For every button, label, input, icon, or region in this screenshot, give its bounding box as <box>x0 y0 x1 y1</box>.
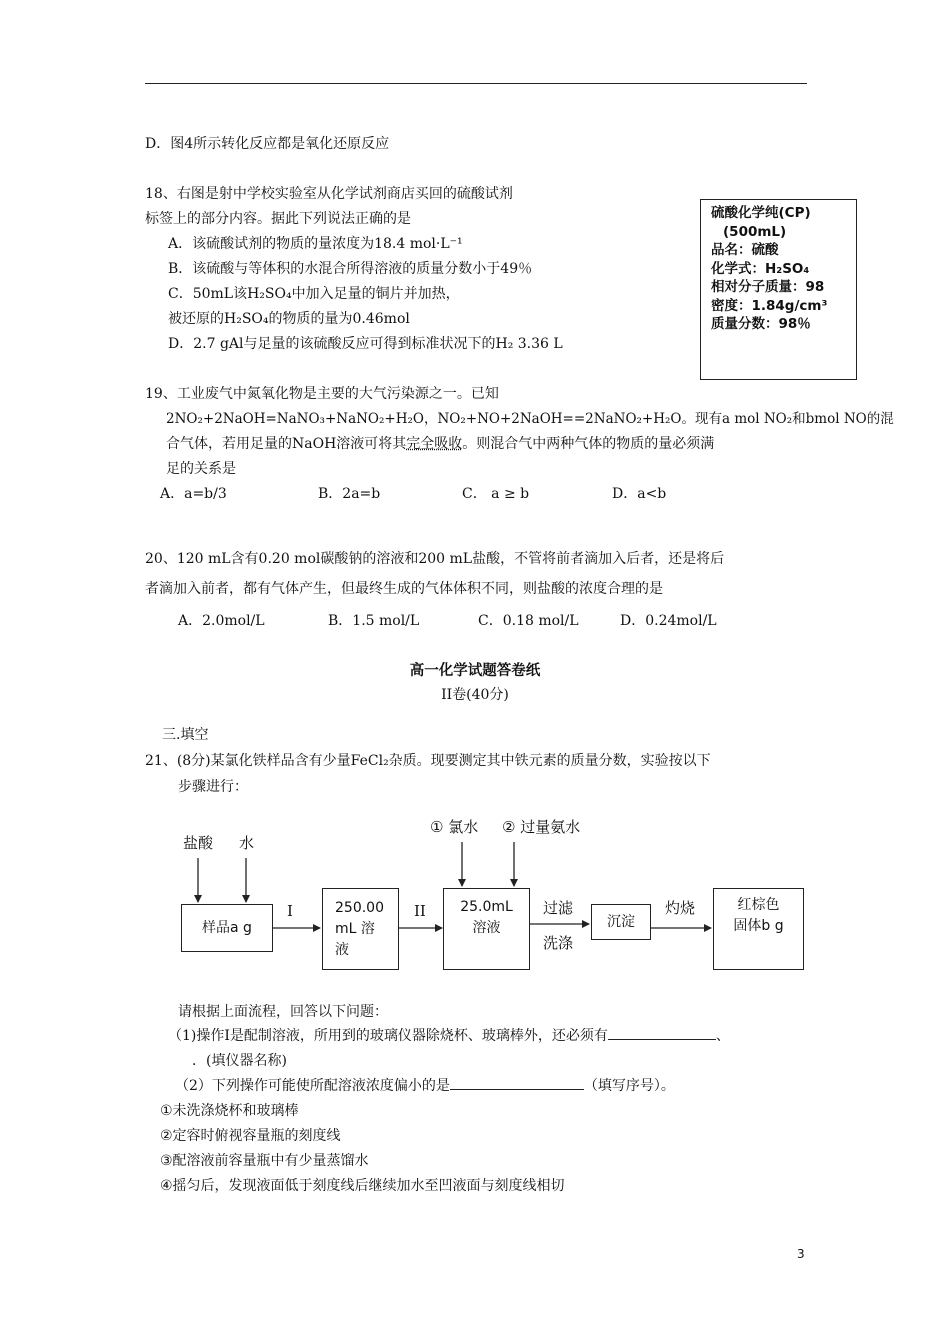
q21-part1-line1 <box>168 1027 730 1045</box>
q18-option-d: D．2.7 gAl与足量的该硫酸反应可得到标准状况下的H₂ 3.36 L <box>168 336 563 352</box>
flow-box-sample-text: 样品a g <box>202 919 252 936</box>
q19-stem-line4: 足的关系是 <box>166 461 236 477</box>
q20-stem-line1: 20、120 mL含有0.20 mol碳酸钠的溶液和200 mL盐酸，不管将前者滴加入后者，还是将后 <box>145 551 725 567</box>
q20-option-c: C．0.18 mol/L <box>478 613 579 629</box>
q21-part1-sep: 、 <box>715 1028 730 1044</box>
q19-option-a: A．a=b/3 <box>160 486 227 502</box>
flow-box4-text: 沉淀 <box>607 913 635 930</box>
q21-part2-line <box>175 1077 675 1095</box>
q21-stem-line1: 21、(8分)某氯化铁样品含有少量FeCl₂杂质。现要测定其中铁元素的质量分数，实验按以下 <box>145 753 711 769</box>
flow-input-hcl: 盐酸 <box>183 834 214 852</box>
q21-part2-text: （2）下列操作可能使所配溶液浓度偏小的是 <box>175 1078 450 1094</box>
flow-input-ammonia: ② 过量氨水 <box>502 818 581 836</box>
flow-box2-line3: 液 <box>335 941 349 958</box>
flow-box3-line2: 溶液 <box>472 920 501 936</box>
flow-box2-line1: 250.00 <box>335 899 384 916</box>
q18-stem-line1: 18、右图是射中学校实验室从化学试剂商店买回的硫酸试剂 <box>145 186 513 202</box>
answer-blank-3[interactable] <box>450 1089 584 1090</box>
q21-part1-text: （1)操作Ⅰ是配制溶液，所用到的玻璃仪器除烧杯、玻璃棒外，还必须有 <box>168 1028 608 1044</box>
label-line7: 质量分数：98％ <box>711 316 811 332</box>
answer-blank-1[interactable] <box>608 1039 716 1040</box>
q19-option-b: B．2a=b <box>318 486 381 502</box>
flow-box-red-solid <box>713 888 804 970</box>
q19-stem-line2: 2NO₂+2NaOH=NaNO₃+NaNO₂+H₂O，NO₂+NO+2NaOH==2NaNO₂+H₂O。现有a mol NO₂和bmol NO的混 <box>166 411 894 427</box>
q20-option-d: D．0.24mol/L <box>620 613 717 629</box>
q19-option-d: D．a<b <box>612 486 667 502</box>
flow-box5-line2: 固体b g <box>733 918 784 934</box>
q18-option-c-line1: C．50mL该H₂SO₄中加入足量的铜片并加热， <box>168 286 460 302</box>
q20-option-b: B．1.5 mol/L <box>328 613 420 629</box>
q21-choice-3: ③配溶液前容量瓶中有少量蒸馏水 <box>160 1153 369 1169</box>
q19-stem-line1: 19、工业废气中氮氧化物是主要的大气污染源之一。已知 <box>145 386 499 402</box>
q20-stem-line2: 者滴加入前者，都有气体产生，但最终生成的气体体积不同，则盐酸的浓度合理的是 <box>145 581 663 597</box>
page-number: 3 <box>797 1247 805 1261</box>
q20-option-a: A．2.0mol/L <box>178 613 265 629</box>
q21-part2-tail: （填写序号）。 <box>583 1078 675 1094</box>
flow-box5-line1: 红棕色 <box>737 897 780 913</box>
flow-step2-label: II <box>414 902 426 920</box>
flow-input-chlorine: ① 氯水 <box>430 818 479 836</box>
label-line2: (500mL) <box>723 223 787 240</box>
q21-choice-2: ②定容时俯视容量瓶的刻度线 <box>160 1128 341 1144</box>
flow-box3-line1: 25.0mL <box>460 899 513 915</box>
label-line4: 化学式：H₂SO₄ <box>711 260 810 277</box>
answer-sheet-subtitle: II卷(40分) <box>441 687 509 703</box>
label-line1: 硫酸化学纯(CP) <box>711 205 811 221</box>
flow-box-solution-250 <box>322 888 399 970</box>
q18-option-a: A．该硫酸试剂的物质的量浓度为18.4 mol·L⁻¹ <box>168 236 463 252</box>
flow-step1-label: I <box>287 902 293 920</box>
flow-box-solution-25 <box>443 888 530 970</box>
flow-box2-line2: mL 溶 <box>335 920 375 937</box>
flow-op-ignite: 灼烧 <box>665 899 696 917</box>
flow-box-precipitate <box>591 904 651 940</box>
option-d-previous: D．图4所示转化反应都是氧化还原反应 <box>145 136 390 152</box>
q21-part1-tail: ．(填仪器名称) <box>192 1053 287 1069</box>
section-heading: 三.填空 <box>162 727 209 743</box>
q19-stem-line3c: 。则混合气中两种气体的物质的量必须满 <box>462 436 715 452</box>
q18-option-b: B．该硫酸与等体积的水混合所得溶液的质量分数小于49％ <box>168 261 533 277</box>
q19-stem-line3a: 合气体，若用足量的NaOH溶液可将其 <box>166 436 407 452</box>
flow-input-water: 水 <box>239 834 255 852</box>
flow-box-sample <box>181 904 273 952</box>
label-line3: 品名：硫酸 <box>711 242 779 258</box>
q18-option-c-line2: 被还原的H₂SO₄的物质的量为0.46mol <box>168 311 410 327</box>
label-line6: 密度：1.84g/cm³ <box>711 297 828 314</box>
q19-option-c: C． a ≥ b <box>462 486 530 502</box>
flow-op-wash: 洗涤 <box>543 934 574 952</box>
flow-op-filter: 过滤 <box>543 899 574 917</box>
q18-stem-line2: 标签上的部分内容。据此下列说法正确的是 <box>145 211 411 227</box>
q21-part1-line2 <box>188 1052 287 1070</box>
q21-prompt: 请根据上面流程，回答以下问题： <box>178 1004 388 1020</box>
q21-stem-line2: 步骤进行： <box>178 779 248 795</box>
q19-emphasis: 完全吸收 <box>406 436 463 452</box>
q21-choice-4: ④摇匀后，发现液面低于刻度线后继续加水至凹液面与刻度线相切 <box>160 1178 565 1194</box>
q21-choice-1: ①未洗涤烧杯和玻璃棒 <box>160 1103 299 1119</box>
answer-sheet-title: 高一化学试题答卷纸 <box>409 663 541 679</box>
label-line5: 相对分子质量：98 <box>711 279 825 295</box>
